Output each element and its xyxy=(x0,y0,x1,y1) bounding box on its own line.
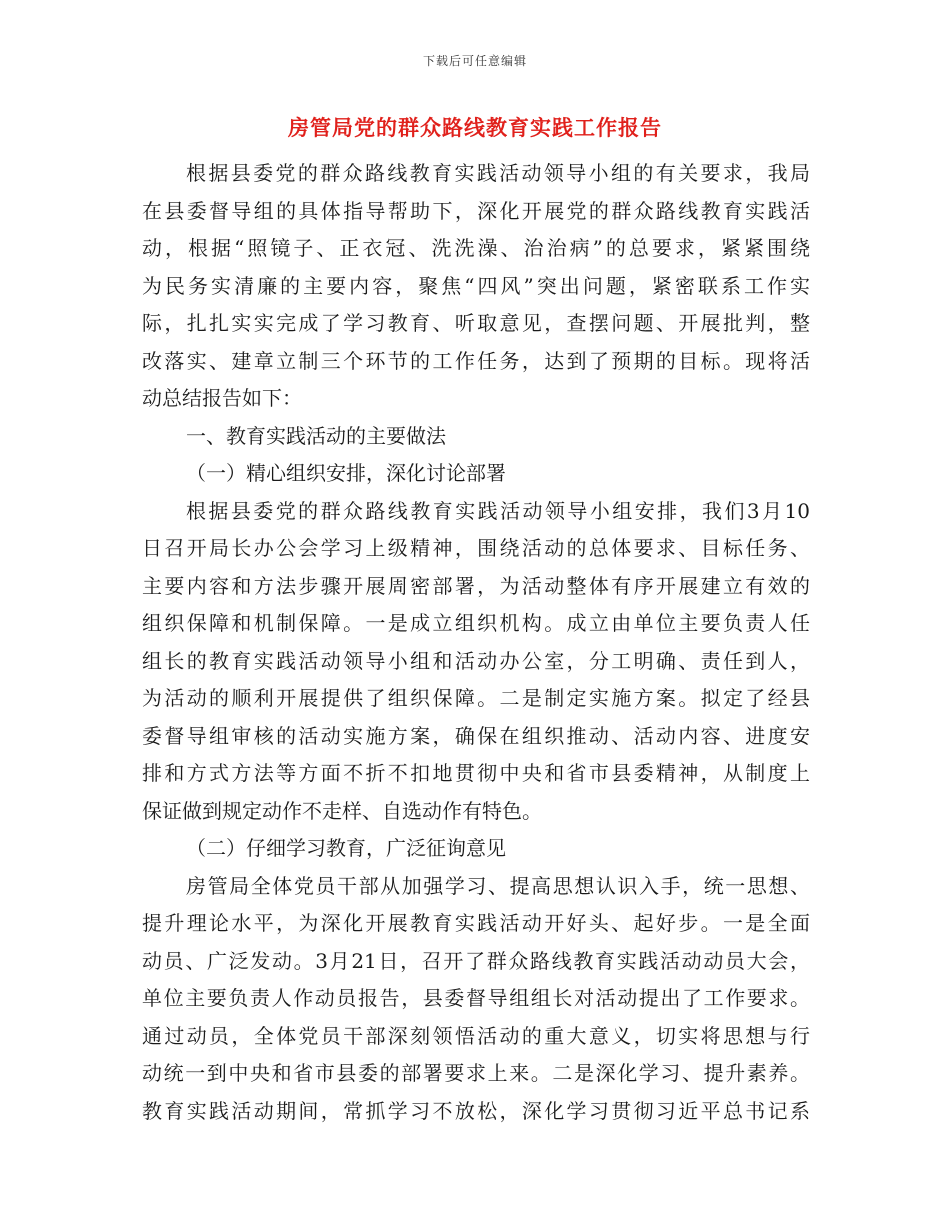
text-line: 改落实、建章立制三个环节的工作任务，达到了预期的目标。现将活 xyxy=(142,348,810,373)
text-line: 保证做到规定动作不走样、自选动作有特色。 xyxy=(142,798,542,823)
text-line: 动统一到中央和省市县委的部署要求上来。二是深化学习、提升素养。 xyxy=(142,1061,810,1085)
text-line: 根据县委党的群众路线教育实践活动领导小组安排，我们3月10 xyxy=(186,498,810,523)
text-line: 际，扎扎实实完成了学习教育、听取意见，查摆问题、开展批判，整 xyxy=(142,311,810,335)
header-note: 下载后可任意编辑 xyxy=(422,54,527,68)
text-line: 通过动员，全体党员干部深刻领悟活动的重大意义，切实将思想与行 xyxy=(142,1023,810,1048)
text-line: 主要内容和方法步骤开展周密部署，为活动整体有序开展建立有效的 xyxy=(142,573,810,598)
text-line: 单位主要负责人作动员报告，县委督导组组长对活动提出了工作要求。 xyxy=(142,986,810,1010)
text-line: （二）仔细学习教育，广泛征询意见 xyxy=(186,836,506,860)
text-line: 为民务实清廉的主要内容，聚焦“四风”突出问题，紧密联系工作实 xyxy=(142,273,810,298)
document-body xyxy=(142,155,810,1130)
text-line: 根据县委党的群众路线教育实践活动领导小组的有关要求，我局 xyxy=(186,161,810,185)
text-line: 教育实践活动期间，常抓学习不放松，深化学习贯彻习近平总书记系 xyxy=(142,1098,810,1123)
text-line: 委督导组审核的活动实施方案，确保在组织推动、活动内容、进度安 xyxy=(142,723,810,748)
text-line: 组织保障和机制保障。一是成立组织机构。成立由单位主要负责人任 xyxy=(142,611,810,635)
text-line: 动，根据“照镜子、正衣冠、洗洗澡、治治病”的总要求，紧紧围绕 xyxy=(142,236,810,260)
text-line: （一）精心组织安排，深化讨论部署 xyxy=(186,461,506,485)
text-line: 房管局全体党员干部从加强学习、提高思想认识入手，统一思想、 xyxy=(186,873,810,898)
text-line: 动员、广泛发动。3月21日，召开了群众路线教育实践活动动员大会， xyxy=(142,948,810,973)
text-line: 为活动的顺利开展提供了组织保障。二是制定实施方案。拟定了经县 xyxy=(142,686,810,710)
text-line: 组长的教育实践活动领导小组和活动办公室，分工明确、责任到人， xyxy=(142,648,810,673)
text-line: 提升理论水平，为深化开展教育实践活动开好头、起好步。一是全面 xyxy=(142,911,810,935)
text-line: 日召开局长办公会学习上级精神，围绕活动的总体要求、目标任务、 xyxy=(142,536,810,560)
text-line: 排和方式方法等方面不折不扣地贯彻中央和省市县委精神，从制度上 xyxy=(142,761,810,785)
text-line: 在县委督导组的具体指导帮助下，深化开展党的群众路线教育实践活 xyxy=(142,198,810,223)
document-title: 房管局党的群众路线教育实践工作报告 xyxy=(288,116,662,140)
text-line: 动总结报告如下： xyxy=(142,386,302,410)
text-line: 一、教育实践活动的主要做法 xyxy=(186,423,446,448)
